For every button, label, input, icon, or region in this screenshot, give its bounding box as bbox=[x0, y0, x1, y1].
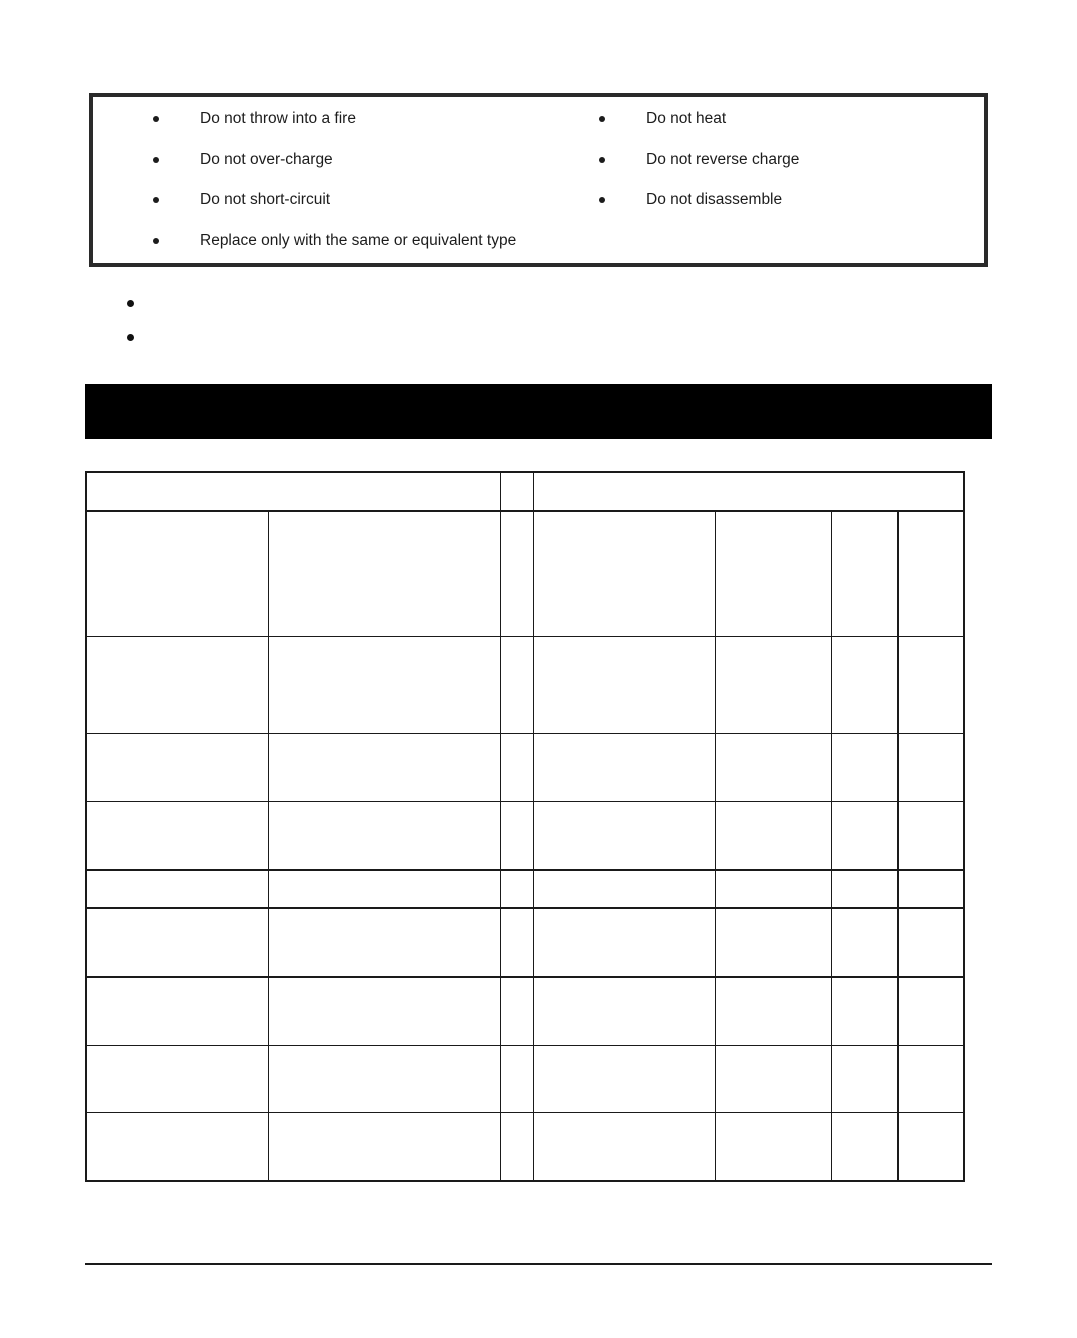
warning-text: Do not disassemble bbox=[646, 191, 783, 208]
table-rule bbox=[715, 510, 716, 1182]
warning-text: Do not reverse charge bbox=[646, 151, 800, 168]
table-rule bbox=[85, 907, 965, 909]
warning-text: Do not heat bbox=[646, 110, 727, 127]
table-rule bbox=[85, 471, 965, 473]
table-rule bbox=[85, 801, 965, 802]
table-rule bbox=[831, 510, 832, 1182]
warning-text: Do not over-charge bbox=[200, 151, 333, 168]
table-rule bbox=[85, 1180, 965, 1182]
warning-text: Replace only with the same or equivalent type bbox=[200, 232, 517, 249]
table-rule bbox=[963, 471, 965, 1182]
table-rule bbox=[500, 471, 501, 1182]
table-rule bbox=[85, 1112, 965, 1113]
warning-text: Do not throw into a fire bbox=[200, 110, 356, 127]
table-rule bbox=[85, 636, 965, 637]
table-rule bbox=[85, 1045, 965, 1046]
table-rule bbox=[533, 471, 534, 1182]
table-rule bbox=[897, 510, 899, 1182]
table-rule bbox=[85, 869, 965, 871]
table-rule bbox=[85, 471, 87, 1182]
table-rule bbox=[268, 510, 269, 1182]
footer-rule bbox=[85, 1263, 992, 1265]
warning-text: Do not short-circuit bbox=[200, 191, 331, 208]
table-rule bbox=[85, 510, 965, 512]
table-rule bbox=[85, 976, 965, 978]
table-rule bbox=[85, 733, 965, 734]
